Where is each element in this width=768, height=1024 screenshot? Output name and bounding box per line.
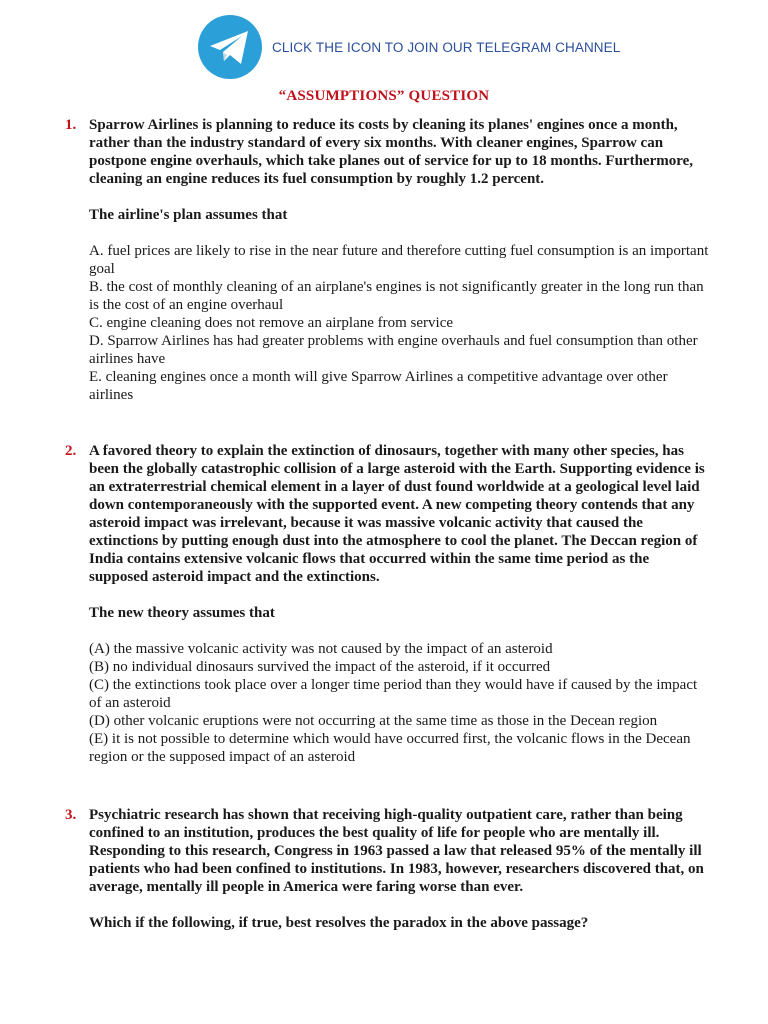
question-prompt: The new theory assumes that <box>89 605 275 621</box>
question-1 <box>65 116 709 404</box>
question-prompt: Which if the following, if true, best resolves the paradox in the above passage? <box>89 915 589 931</box>
answer-option-c: C. engine cleaning does not remove an airplane from service <box>89 315 454 331</box>
question-prompt: The airline's plan assumes that <box>89 207 288 223</box>
telegram-icon[interactable] <box>196 14 264 80</box>
answer-option-d: (D) other volcanic eruptions were not occurring at the same time as those in the Decean region <box>89 713 658 729</box>
answer-option-c: (C) the extinctions took place over a longer time period than they would have if caused by the impact of an asteroid <box>89 677 698 711</box>
question-stem: Sparrow Airlines is planning to reduce its costs by cleaning its planes' engines once a month, rather than the industry standard of every six months. With cleaner engines, Sparrow can postpone engine overhauls, which take planes out of service for up to 18 months. Furthermore, cleaning an engine reduces its fuel consumption by roughly 1.2 percent. <box>89 117 694 187</box>
question-stem: Psychiatric research has shown that receiving high-quality outpatient care, rather than being confined to an institution, produces the best quality of life for people who are mentally ill. Responding to this research, Congress in 1963 passed a law that released 95% of the mentally ill patients who had been confined to institutions. In 1983, however, researchers discovered that, on average, mentally ill people in America were faring worse than ever. <box>89 807 704 895</box>
telegram-link[interactable]: CLICK THE ICON TO JOIN OUR TELEGRAM CHANNEL <box>272 39 621 55</box>
question-number: 3. <box>65 807 77 823</box>
answer-option-a: (A) the massive volcanic activity was not caused by the impact of an asteroid <box>89 641 553 657</box>
answer-option-b: (B) no individual dinosaurs survived the impact of the asteroid, if it occurred <box>89 659 551 675</box>
answer-option-d: D. Sparrow Airlines has had greater problems with engine overhauls and fuel consumption than other airlines have <box>89 333 698 367</box>
question-3 <box>65 806 709 950</box>
answer-option-e: (E) it is not possible to determine which would have occurred first, the volcanic flows in the Decean region or the supposed impact of an asteroid <box>89 731 691 765</box>
question-2 <box>65 442 709 766</box>
answer-option-b: B. the cost of monthly cleaning of an airplane's engines is not significantly greater in the long run than is the cost of an engine overhaul <box>89 279 704 313</box>
question-number: 1. <box>65 117 77 133</box>
telegram-banner[interactable] <box>196 14 620 80</box>
question-number: 2. <box>65 443 77 459</box>
page-title: “ASSUMPTIONS” QUESTION <box>278 88 490 104</box>
answer-option-e: E. cleaning engines once a month will give Sparrow Airlines a competitive advantage over other airlines <box>89 369 668 403</box>
answer-option-a: A. fuel prices are likely to rise in the near future and therefore cutting fuel consumption is an important goal <box>89 243 709 277</box>
question-stem: A favored theory to explain the extinction of dinosaurs, together with many other species, has been the globally catastrophic collision of a large asteroid with the Earth. Supporting evidence is an extraterrestrial chemical element in a layer of dust found worldwide at a geological level laid down contemporaneously with the supported event. A new competing theory contends that any asteroid impact was irrelevant, because it was massive volcanic activity that caused the extinctions by putting enough dust into the atmosphere to cool the planet. The Deccan region of India contains extensive volcanic flows that occurred within the same time period as the supposed asteroid impact and the extinctions. <box>89 443 705 585</box>
